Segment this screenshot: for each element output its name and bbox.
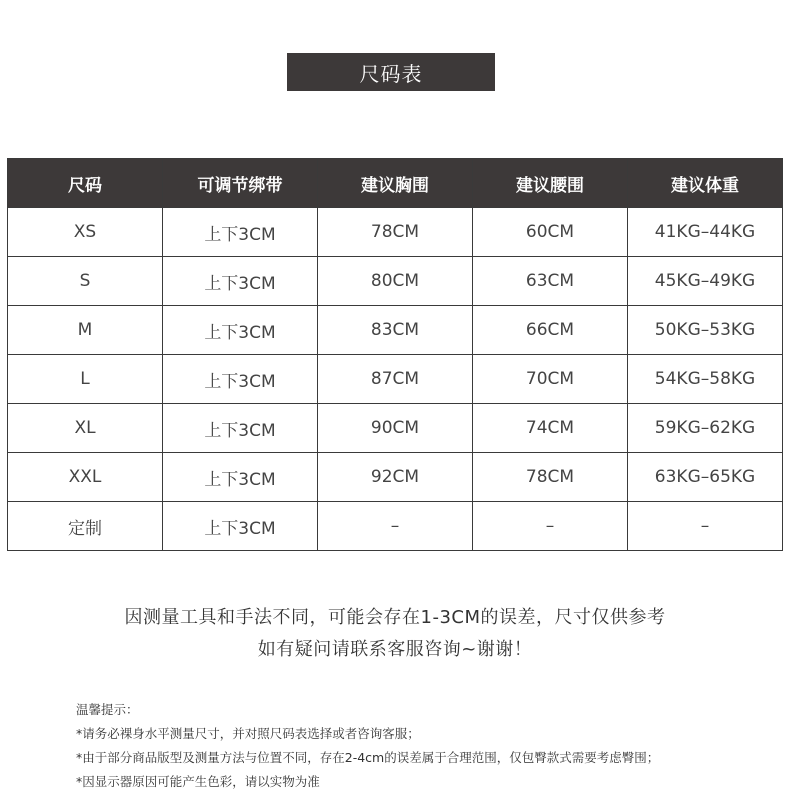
table-row <box>8 208 783 257</box>
table-row <box>8 404 783 453</box>
cell-weight: 45KG–49KG <box>628 257 783 306</box>
measurement-note-line2: 如有疑问请联系客服咨询~谢谢！ <box>257 639 533 660</box>
cell-strap: 上下3CM <box>163 257 318 306</box>
cell-size: 定制 <box>8 502 163 551</box>
tips-item: *由于部分商品版型及测量方法与位置不同，存在2-4cm的误差属于合理范围，仅包臀款式需要考虑臀围； <box>76 750 660 765</box>
page-title: 尺码表 <box>287 53 495 91</box>
cell-waist: 66CM <box>473 306 628 355</box>
table-row <box>8 355 783 404</box>
table-row <box>8 502 783 551</box>
cell-strap: 上下3CM <box>163 453 318 502</box>
cell-size: XXL <box>8 453 163 502</box>
column-header-bust: 建议胸围 <box>318 159 473 208</box>
cell-weight: 59KG–62KG <box>628 404 783 453</box>
measurement-note-line1: 因测量工具和手法不同，可能会存在1-3CM的误差，尺寸仅供参考 <box>124 607 666 628</box>
cell-bust: 90CM <box>318 404 473 453</box>
cell-bust: 87CM <box>318 355 473 404</box>
column-header-strap: 可调节绑带 <box>163 159 318 208</box>
cell-weight: 41KG–44KG <box>628 208 783 257</box>
column-header-size: 尺码 <box>8 159 163 208</box>
cell-waist: 60CM <box>473 208 628 257</box>
cell-bust: 80CM <box>318 257 473 306</box>
column-header-weight: 建议体重 <box>628 159 783 208</box>
column-header-waist: 建议腰围 <box>473 159 628 208</box>
table-row <box>8 453 783 502</box>
cell-waist: 78CM <box>473 453 628 502</box>
cell-weight: 63KG–65KG <box>628 453 783 502</box>
tips-item: *请务必裸身水平测量尺寸，并对照尺码表选择或者咨询客服； <box>76 726 420 741</box>
cell-size: M <box>8 306 163 355</box>
table-header-row <box>8 159 783 208</box>
size-table <box>7 158 783 551</box>
cell-bust: 78CM <box>318 208 473 257</box>
cell-weight: – <box>628 502 783 551</box>
cell-bust: 83CM <box>318 306 473 355</box>
tips-item: *因显示器原因可能产生色彩，请以实物为准 <box>76 774 320 789</box>
cell-strap: 上下3CM <box>163 208 318 257</box>
cell-strap: 上下3CM <box>163 355 318 404</box>
cell-size: L <box>8 355 163 404</box>
cell-strap: 上下3CM <box>163 404 318 453</box>
cell-size: XL <box>8 404 163 453</box>
cell-weight: 54KG–58KG <box>628 355 783 404</box>
cell-weight: 50KG–53KG <box>628 306 783 355</box>
cell-size: XS <box>8 208 163 257</box>
tips-heading: 温馨提示： <box>76 702 139 717</box>
cell-strap: 上下3CM <box>163 502 318 551</box>
cell-strap: 上下3CM <box>163 306 318 355</box>
cell-waist: 74CM <box>473 404 628 453</box>
table-row <box>8 306 783 355</box>
tips-section <box>76 698 659 794</box>
cell-waist: 70CM <box>473 355 628 404</box>
cell-bust: – <box>318 502 473 551</box>
cell-size: S <box>8 257 163 306</box>
cell-bust: 92CM <box>318 453 473 502</box>
cell-waist: 63CM <box>473 257 628 306</box>
table-row <box>8 257 783 306</box>
cell-waist: – <box>473 502 628 551</box>
